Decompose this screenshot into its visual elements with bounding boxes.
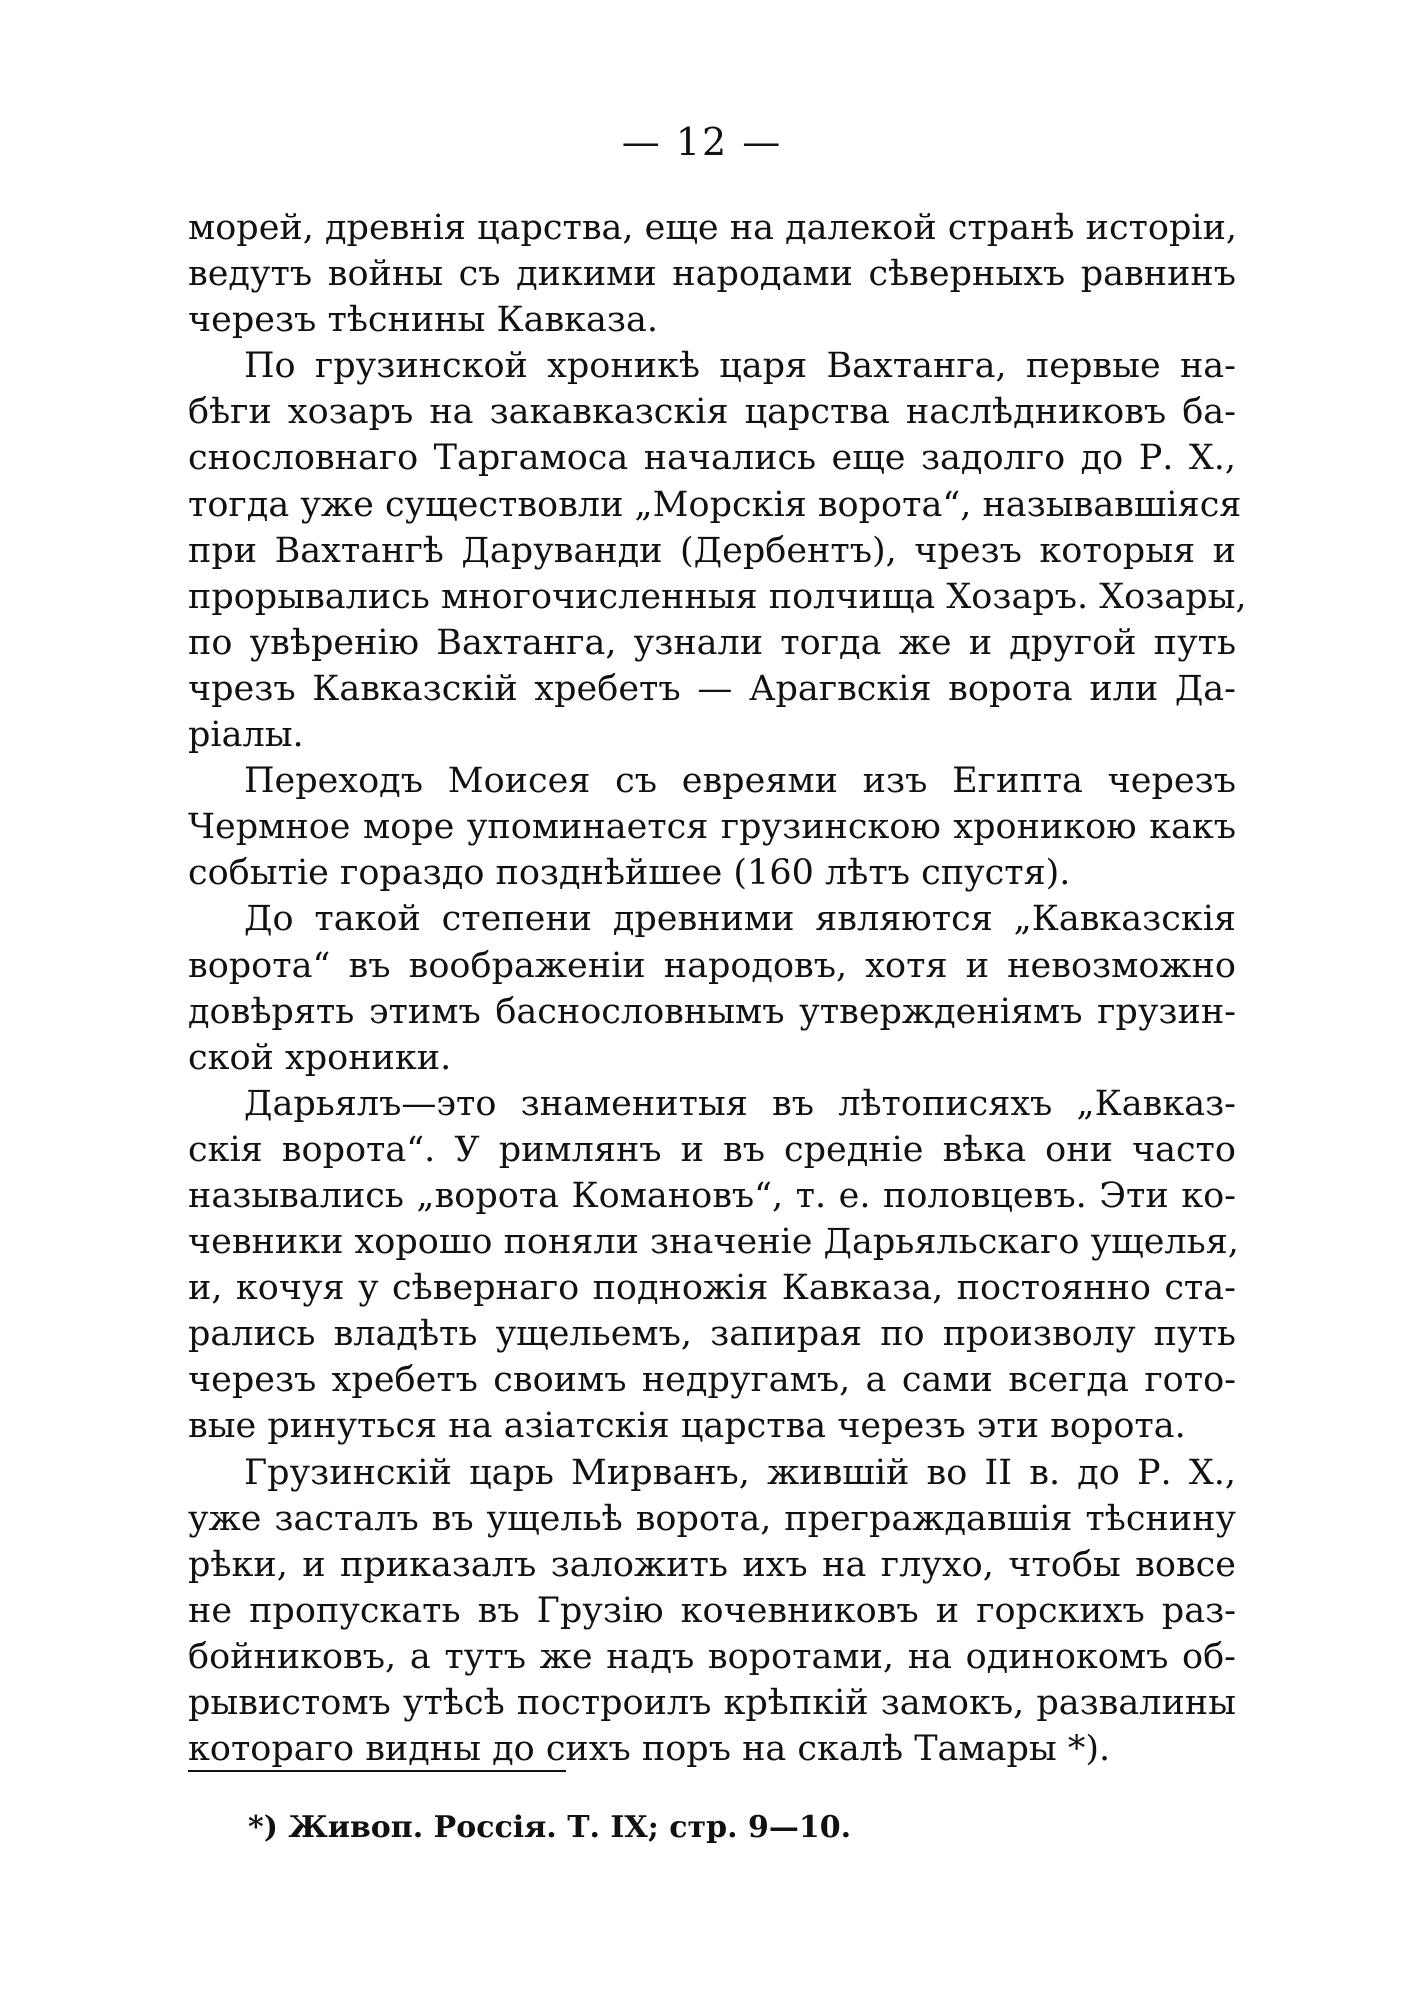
text-line: рѣки, и приказалъ заложить ихъ на глухо, чтобы вовсе xyxy=(188,1544,1236,1585)
text-line: при Вахтангѣ Даруванди (Дербентъ), чрезъ которыя и xyxy=(188,530,1236,571)
text-line: и, кочуя у сѣвернаго подножія Кавказа, постоянно ста- xyxy=(188,1268,1236,1309)
footnote: *) Живоп. Россія. Т. IX; стр. 9—10. xyxy=(248,1810,852,1845)
text-line: назывались „ворота Комановъ“, т. е. половцевъ. Эти ко- xyxy=(188,1175,1236,1216)
text-line: По грузинской хроникѣ царя Вахтанга, первые на- xyxy=(244,346,1236,387)
page-number: — 12 — xyxy=(621,120,783,164)
text-line: вые ринуться на азіатскія царства черезъ эти ворота. xyxy=(188,1406,1186,1447)
text-line: котораго видны до сихъ поръ на скалѣ Тамары *). xyxy=(188,1729,1111,1770)
text-line: довѣрять этимъ баснословнымъ утвержденіямъ грузин- xyxy=(188,991,1236,1032)
text-line: черезъ хребетъ своимъ недругамъ, а сами всегда гото- xyxy=(188,1360,1236,1401)
text-line: ской хроники. xyxy=(188,1037,452,1078)
text-line: снословнаго Таргамоса начались еще задолго до Р. Х., xyxy=(188,438,1236,479)
text-line: бѣги хозаръ на закавказскія царства наслѣдниковъ ба- xyxy=(188,392,1236,433)
text-line: Грузинскій царь Мирванъ, жившій во II в. до Р. Х., xyxy=(244,1452,1236,1493)
text-line: по увѣренію Вахтанга, узнали тогда же и другой путь xyxy=(188,622,1236,663)
text-line: чевники хорошо поняли значеніе Дарьяльскаго ущелья, xyxy=(188,1222,1239,1263)
text-line: не пропускать въ Грузію кочевниковъ и горскихъ раз- xyxy=(188,1590,1236,1631)
text-line: ріалы. xyxy=(188,715,304,756)
text-line: чрезъ Кавказскій хребетъ — Арагвскія ворота или Да- xyxy=(188,668,1236,709)
text-line: скія ворота“. У римлянъ и въ средніе вѣка они часто xyxy=(188,1129,1236,1170)
text-line: рались владѣть ущельемъ, запирая по произволу путь xyxy=(188,1314,1236,1355)
text-line: Дарьялъ—это знаменитыя въ лѣтописяхъ „Кавказ- xyxy=(244,1083,1236,1124)
body-text xyxy=(188,205,1247,1772)
text-line: прорывались многочисленныя полчища Хозаръ. Хозары, xyxy=(188,576,1247,617)
text-line: событіе гораздо позднѣйшее (160 лѣтъ спустя). xyxy=(188,853,1071,894)
text-line: рывистомъ утѣсѣ построилъ крѣпкій замокъ, развалины xyxy=(188,1683,1236,1723)
text-line: тогда уже существовли „Морскія ворота“, называвшіяся xyxy=(188,484,1242,525)
text-line: уже засталъ въ ущельѣ ворота, преграждавшія тѣснину xyxy=(188,1498,1236,1539)
text-line: ворота“ въ воображеніи народовъ, хотя и невозможно xyxy=(188,945,1236,986)
text-line: бойниковъ, а тутъ же надъ воротами, на одинокомъ об- xyxy=(188,1636,1236,1677)
text-line: До такой степени древними являются „Кавказскія xyxy=(244,899,1236,940)
text-line: черезъ тѣснины Кавказа. xyxy=(188,300,658,341)
text-line: Переходъ Моисея съ евреями изъ Египта черезъ xyxy=(244,761,1236,802)
text-line: морей, древнія царства, еще на далекой странѣ исторіи, xyxy=(188,208,1238,248)
footnote-divider xyxy=(188,1770,566,1772)
text-line: Чермное море упоминается грузинскою хроникою какъ xyxy=(188,807,1236,848)
text-line: ведутъ войны съ дикими народами сѣверныхъ равнинъ xyxy=(188,254,1236,295)
